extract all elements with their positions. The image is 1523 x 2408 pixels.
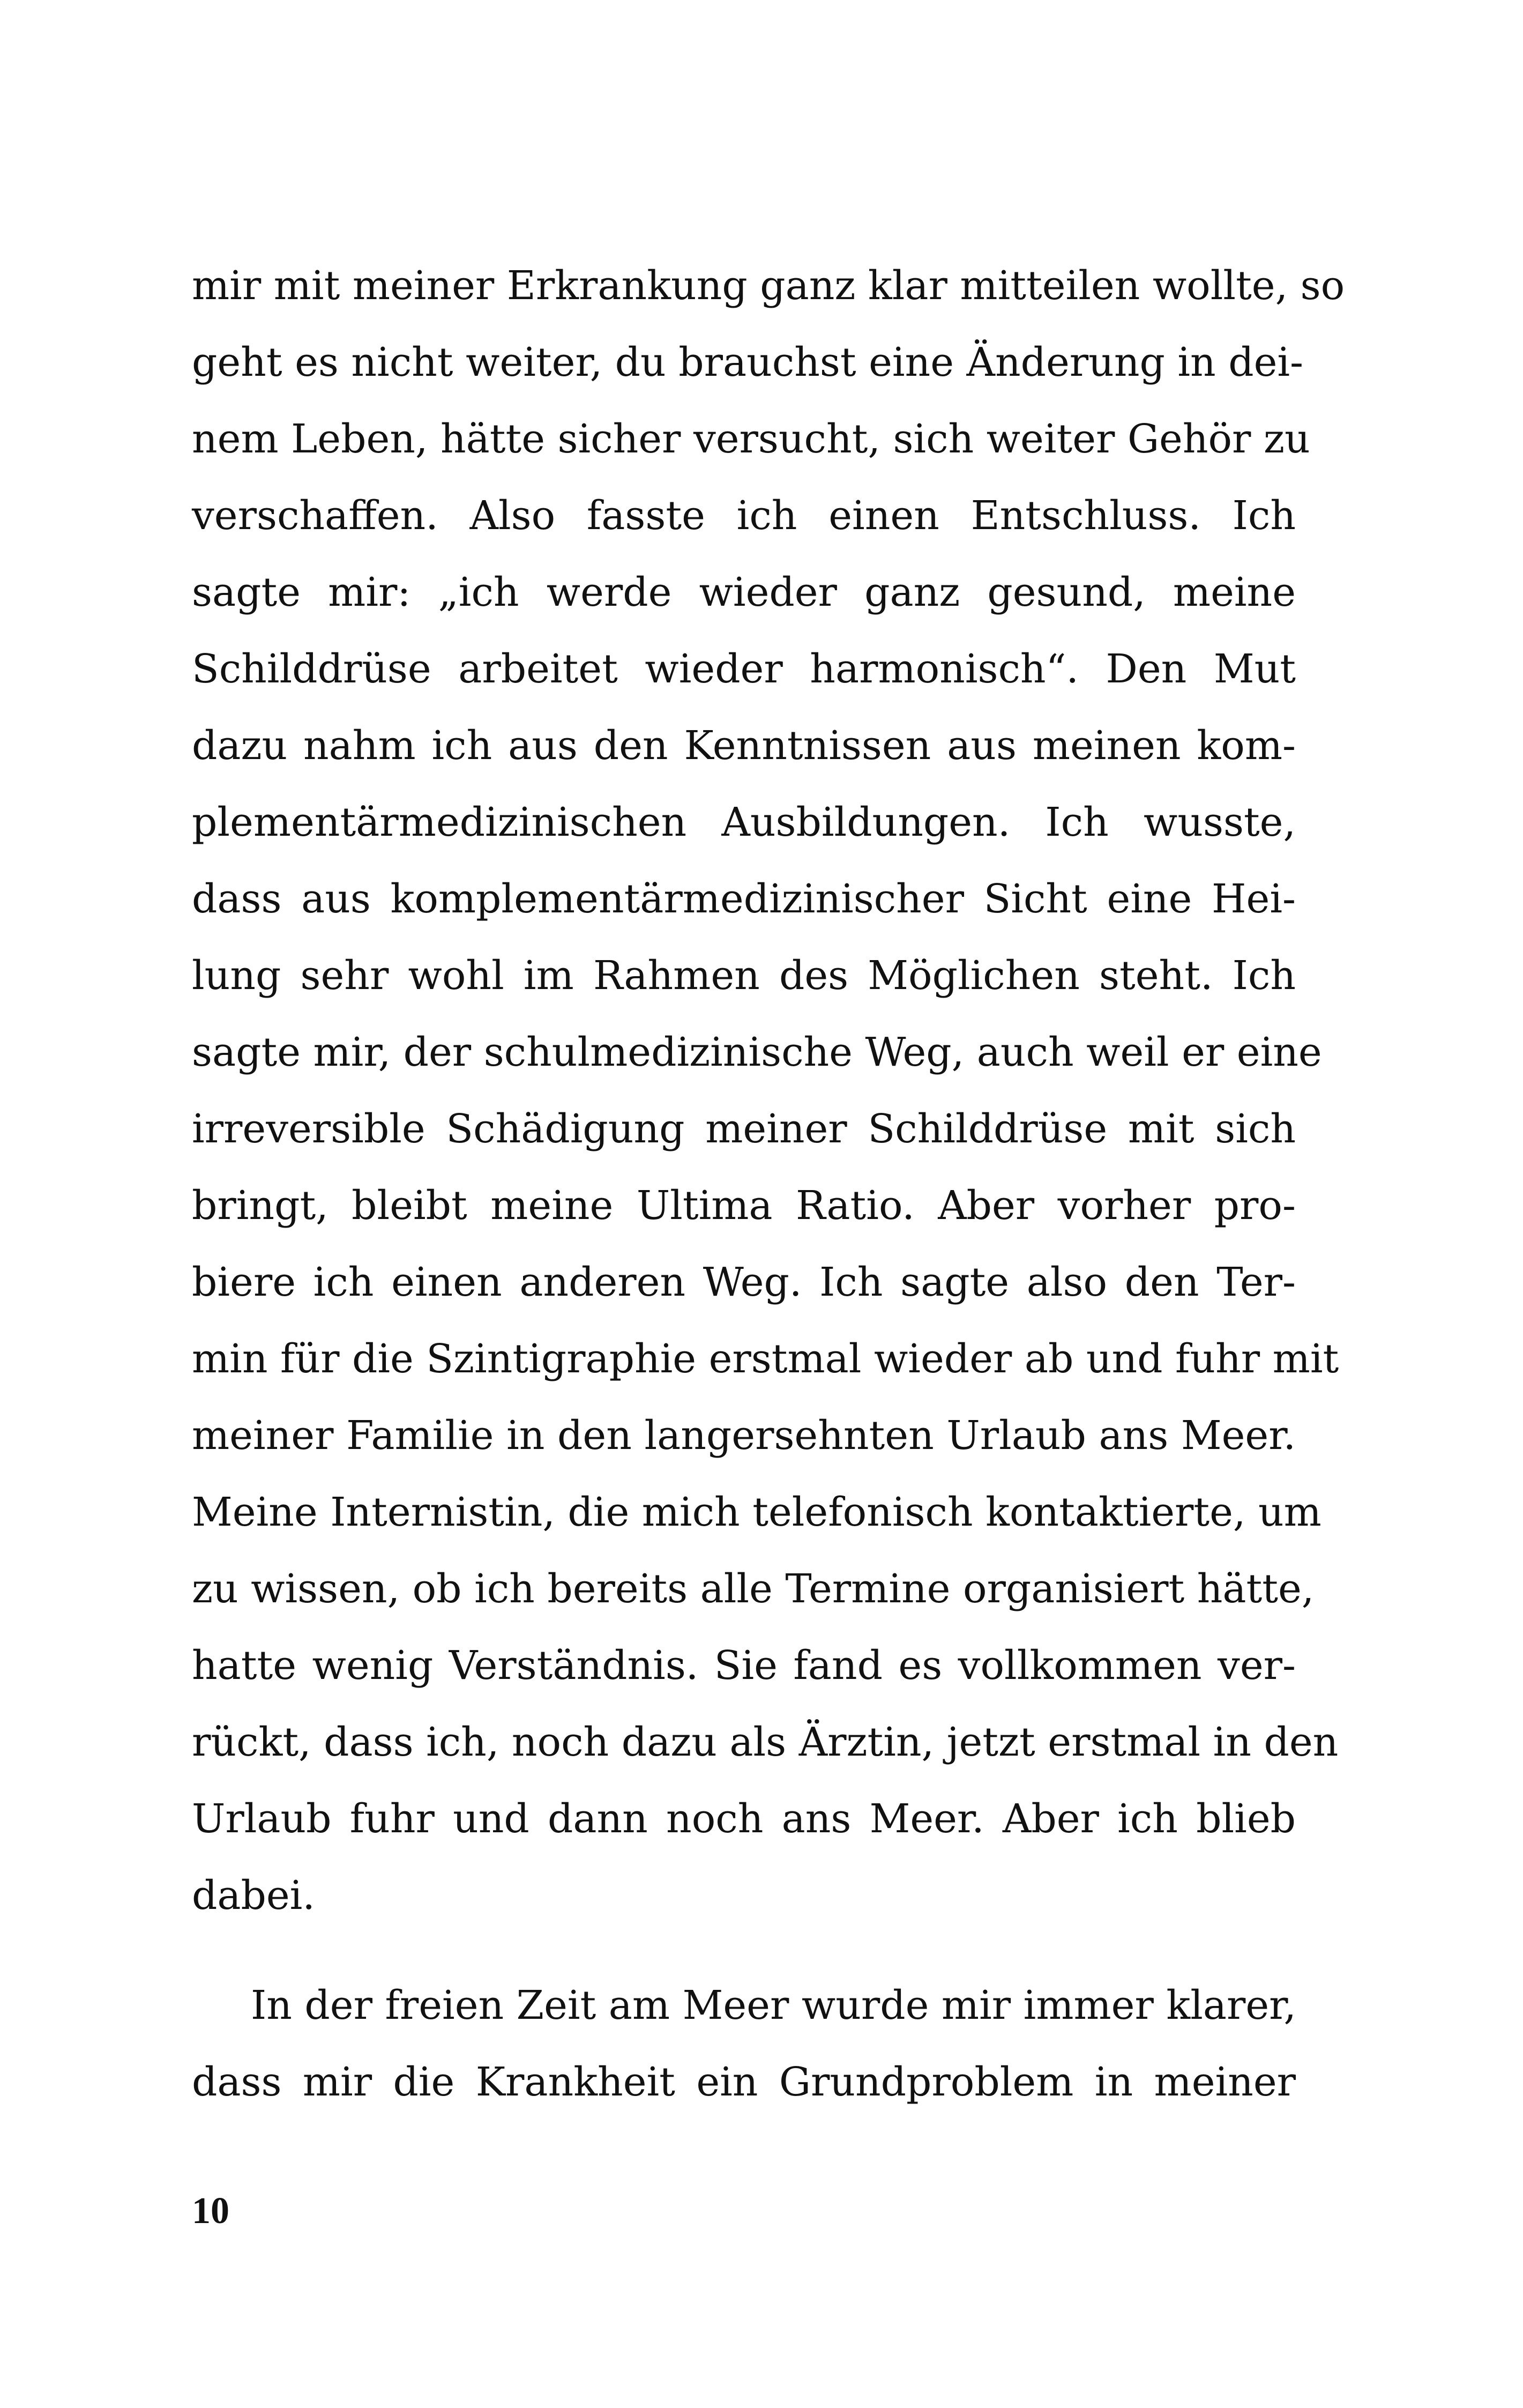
text-line: rückt, dass ich, noch dazu als Ärztin, jetzt erstmal in den: [192, 1719, 1339, 1765]
text-line: dass mir die Krankheit ein Grundproblem in meiner: [192, 2059, 1296, 2105]
text-line: verschaffen. Also fasste ich einen Entschluss. Ich: [192, 493, 1296, 539]
text-line: plementärmedizinischen Ausbildungen. Ich wusste,: [192, 799, 1296, 845]
text-line: irreversible Schädigung meiner Schilddrüse mit sich: [192, 1106, 1296, 1152]
paragraph-2: [192, 1967, 1296, 2121]
text-line: In der freien Zeit am Meer wurde mir immer klarer,: [251, 1982, 1296, 2028]
page-number: 10: [192, 2190, 229, 2232]
text-line: meiner Familie in den langersehnten Urlaub ans Meer.: [192, 1413, 1296, 1459]
text-line: mir mit meiner Erkrankung ganz klar mitteilen wollte, so: [192, 263, 1345, 309]
text-line: lung sehr wohl im Rahmen des Möglichen steht. Ich: [192, 953, 1296, 999]
text-line: dazu nahm ich aus den Kenntnissen aus meinen kom-: [192, 723, 1296, 769]
text-line: geht es nicht weiter, du brauchst eine Änderung in dei-: [192, 339, 1304, 385]
paragraph-spacer: [192, 1934, 1296, 1967]
text-line: Meine Internistin, die mich telefonisch kontaktierte, um: [192, 1489, 1322, 1535]
text-line: nem Leben, hätte sicher versucht, sich weiter Gehör zu: [192, 416, 1310, 462]
text-line: sagte mir, der schulmedizinische Weg, auch weil er eine: [192, 1029, 1322, 1075]
text-line: sagte mir: „ich werde wieder ganz gesund, meine: [192, 569, 1296, 615]
text-line: Schilddrüse arbeitet wieder harmonisch“. Den Mut: [192, 646, 1296, 692]
text-line: Urlaub fuhr und dann noch ans Meer. Aber ich blieb: [192, 1796, 1296, 1842]
text-line: hatte wenig Verständnis. Sie fand es vollkommen ver-: [192, 1643, 1296, 1689]
text-line: zu wissen, ob ich bereits alle Termine organisiert hätte,: [192, 1566, 1315, 1612]
body-text: [192, 248, 1345, 2121]
paragraph-1: [192, 248, 1345, 1934]
text-line: min für die Szintigraphie erstmal wieder ab und fuhr mit: [192, 1336, 1339, 1382]
text-line: bringt, bleibt meine Ultima Ratio. Aber vorher pro-: [192, 1183, 1296, 1229]
text-line: biere ich einen anderen Weg. Ich sagte also den Ter-: [192, 1259, 1296, 1305]
text-line: dabei.: [192, 1872, 315, 1919]
text-line: dass aus komplementärmedizinischer Sicht eine Hei-: [192, 876, 1296, 922]
